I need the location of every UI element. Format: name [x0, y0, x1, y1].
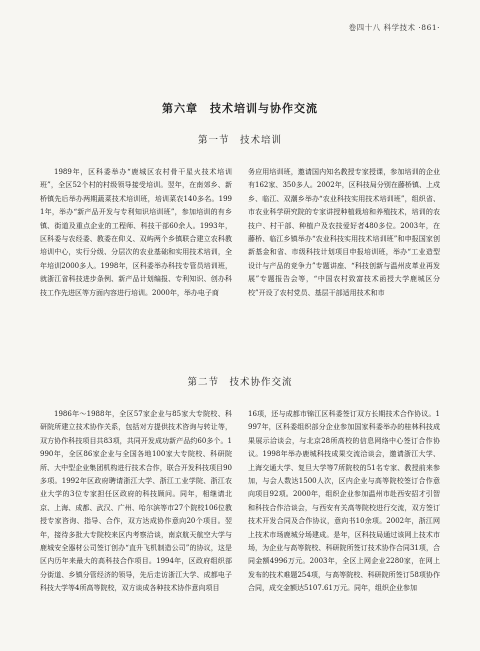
section-title-cooperation: 第二节 技术协作交流	[187, 377, 293, 388]
section-body-training	[40, 166, 440, 300]
section-body-cooperation	[40, 408, 440, 596]
body-column-left: 1989年，区科委举办“鹿城区农村骨干星火技术培训班”，全区52个村的村级领导接受培训。翌年，在南郊乡、新桥镇先后举办两期蔬菜技术培训班，培训菜农140多名。1991年，举办“新产品开发与专利知识培训班”，参加培训的有乡镇、街道及重点企业的工程师、科技干部60余人。1993年，区科委与农经委、教委在仰义、双屿两个乡镇联合建立农科教培训中心，实行分级、分层次的农业基础和实用技术培训，全年培训2000多人。1998年，区科委举办科技专管员培训班，就浙江省科技进步条例、新产品计划编报、专利知识、创办科技工作先进区等方面内容进行培训。2000年，举办电子商	[40, 168, 232, 297]
chapter-title: 第六章 技术培训与协作交流	[162, 102, 318, 115]
section-title-training: 第一节 技术培训	[197, 135, 282, 146]
body-column-right: 16项，还与成都市锦江区科委签订双方长期技术合作协议。1997年，区科委组织部分企业参加国家科委举办的桂林科技成果展示洽谈会，与北京28所高校的信息网络中心签订合作协议。1998年举办鹿城科技成果交流洽谈会，邀请浙江大学、上海交通大学、复旦大学等7所院校的51名专家、教授前来参加，与会人数达1500人次，区内企业与高等院校签订合作意向项目92项。2000年，组织企业参加温州市赴西安招才引智和科技合作洽谈会，与西安有关高等院校进行交流，双方签订技术开发合同及合作协议，意向书10余项。2002年，浙江网上技术市场鹿城分场建成。是年，区科技局通过该网上技术市场，为企业与高等院校、科研院所签订技术协作合同31项，合同金额4996万元。2003年，全区上网企业2280家，在网上发布的技术难题254项，与高等院校、科研院所签订58项协作合同，成交金额达5107.61万元。同年，组织企业参加	[248, 410, 440, 593]
body-column-right: 务应用培训班，邀请国内知名教授专家授课，参加培训的企业有162家、350多人。2002年，区科技局分别在藤桥镇、上戍乡、临江、双潮乡举办“农业科技实用技术培训班”，组织省、市农业科学研究院的专家讲授种植栽培和养殖技术，培训的农技户、村干部、种植户及农技爱好者480多位。2003年，在藤桥、临江乡镇举办“农业科技实用技术培训班”和申报国家创新基金和省、市级科技计划项目申报培训班，举办“工业造型设计与产品的竞争力”专题讲座、“科技创新与温州皮革业再发展”专题报告会等，“中国农村致富技术函授大学鹿城区分校”开设了农村党员、基层干部适用技术和市	[248, 168, 440, 297]
body-column-left: 1986年～1988年，全区57家企业与85家大专院校、科研院所建立技术协作关系，包括对方提供技术咨询与转让等，双方协作科技项目共83项，共同开发成功新产品约60多个。1990年，全区86家企业与全国各地100家大专院校、科研院所、大中型企业集团机构进行技术合作，联合开发科技项目90多项。1992年区政府聘请浙江大学、浙江工业学院、浙江农业大学的3位专家担任区政府的科技顾问。同年，相继请北京、上海、成都、武汉、广州、哈尔滨等市27个院校106位教授专家咨询、指导、合作，双方达成协作意向20个项目。翌年，接待多批大专院校来区内考察洽谈，南京航天航空大学与鹿城安全器材公司签订创办“直升飞机制造公司”的协议，这是区内历年来最大的高科技合作项目。1994年，区政府组织部分街道、乡镇分管经济的领导，先后走访浙江大学、成都电子科技大学等4所高等院校，双方谈成各种技术协作意向项目	[40, 410, 232, 593]
running-header: 卷四十八 科学技术 ·861·	[348, 23, 440, 32]
